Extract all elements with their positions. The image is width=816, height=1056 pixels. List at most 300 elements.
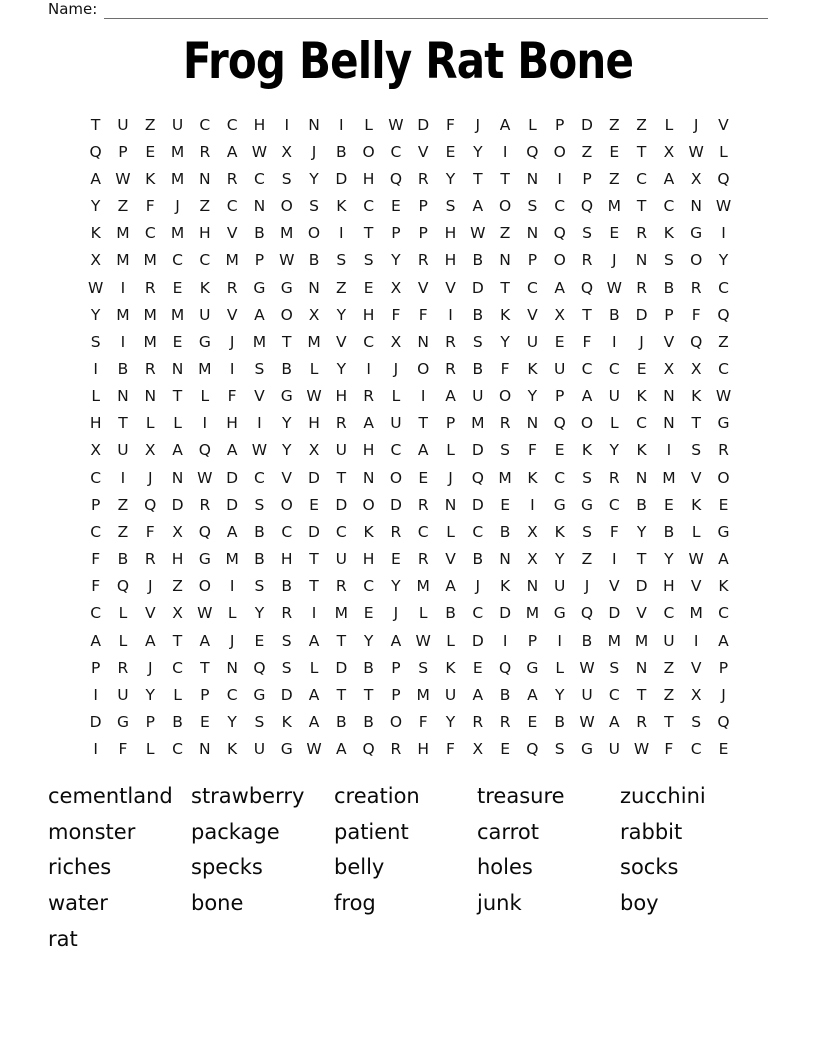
grid-cell-r1c2: U	[117, 115, 129, 134]
grid-cell-r19c3: V	[144, 604, 156, 623]
grid-cell-r24c8: G	[280, 740, 293, 759]
grid-cell-r17c17: X	[527, 550, 538, 569]
grid-cell-r7c15: D	[471, 278, 484, 297]
grid-cell-r1c14: F	[446, 115, 455, 134]
grid-cell-r9c5: G	[198, 332, 211, 351]
grid-cell-r8c16: K	[500, 305, 511, 324]
grid-cell-r14c9: D	[308, 468, 320, 487]
grid-cell-r21c19: W	[579, 658, 595, 677]
grid-cell-r12c18: Q	[553, 414, 566, 433]
grid-cell-r24c15: X	[472, 740, 484, 759]
grid-cell-r16c3: F	[145, 522, 155, 541]
grid-cell-r3c5: N	[199, 169, 211, 188]
grid-cell-r1c6: C	[226, 115, 238, 134]
grid-cell-r19c24: C	[718, 604, 729, 623]
grid-cell-r19c22: C	[663, 604, 675, 623]
grid-cell-r7c20: W	[606, 278, 622, 297]
grid-cell-r10c9: L	[309, 359, 319, 378]
grid-cell-r16c24: G	[717, 522, 730, 541]
grid-cell-r18c13: M	[416, 577, 430, 596]
grid-cell-r23c6: Y	[227, 713, 237, 732]
grid-cell-r17c1: F	[91, 550, 101, 569]
grid-cell-r7c8: G	[280, 278, 293, 297]
grid-cell-r21c16: Q	[499, 658, 512, 677]
grid-cell-r1c3: Z	[144, 115, 156, 134]
grid-cell-r23c5: E	[199, 713, 210, 732]
grid-cell-r21c18: L	[555, 658, 565, 677]
grid-cell-r13c12: C	[390, 441, 402, 460]
grid-cell-r10c3: R	[144, 359, 156, 378]
grid-cell-r8c8: O	[280, 305, 293, 324]
grid-cell-r1c5: C	[199, 115, 211, 134]
grid-cell-r11c1: L	[91, 387, 100, 406]
grid-cell-r15c23: K	[691, 495, 702, 514]
grid-cell-r10c1: I	[93, 359, 98, 378]
grid-cell-r17c23: W	[688, 550, 704, 569]
grid-cell-r21c7: Q	[253, 658, 266, 677]
grid-cell-r24c7: U	[253, 740, 266, 759]
word-item: belly	[334, 855, 385, 880]
grid-cell-r2c17: Q	[526, 142, 539, 161]
grid-cell-r13c11: H	[362, 441, 375, 460]
grid-cell-r21c23: V	[690, 658, 702, 677]
grid-cell-r15c1: P	[90, 495, 101, 514]
grid-cell-r3c3: K	[145, 169, 156, 188]
word-item: rabbit	[620, 819, 683, 844]
grid-cell-r11c5: L	[200, 387, 210, 406]
grid-cell-r5c2: M	[116, 224, 130, 243]
grid-cell-r11c7: V	[254, 387, 265, 406]
grid-cell-r20c4: T	[172, 631, 183, 650]
grid-cell-r9c12: X	[390, 332, 402, 351]
grid-cell-r16c4: X	[172, 522, 183, 541]
grid-cell-r3c11: H	[362, 169, 375, 188]
grid-cell-r5c1: K	[90, 224, 101, 243]
grid-cell-r24c19: G	[580, 740, 593, 759]
grid-cell-r11c12: L	[391, 387, 401, 406]
grid-cell-r19c9: I	[311, 604, 317, 623]
word-item: treasure	[477, 784, 565, 808]
grid-cell-r21c10: D	[335, 658, 348, 677]
word-column-3	[334, 779, 477, 958]
grid-cell-r23c17: E	[527, 713, 538, 732]
grid-cell-r4c5: Z	[199, 197, 211, 216]
grid-cell-r10c5: M	[198, 359, 212, 378]
grid-cell-r5c22: K	[663, 224, 674, 243]
grid-cell-r12c1: H	[89, 414, 102, 433]
grid-cell-r24c11: Q	[362, 740, 375, 759]
grid-cell-r11c21: K	[636, 387, 647, 406]
grid-cell-r4c24: W	[715, 197, 732, 216]
grid-cell-r11c4: T	[172, 387, 183, 406]
grid-cell-r2c6: A	[226, 142, 238, 161]
grid-cell-r22c17: A	[527, 685, 538, 704]
grid-cell-r14c2: I	[120, 468, 126, 487]
grid-cell-r17c14: V	[445, 550, 456, 569]
grid-cell-r14c13: E	[418, 468, 429, 487]
grid-cell-r7c4: E	[172, 278, 183, 297]
grid-cell-r13c19: K	[581, 441, 593, 460]
grid-cell-r8c19: T	[582, 305, 592, 324]
grid-cell-r8c13: F	[418, 305, 428, 324]
grid-cell-r16c22: B	[663, 522, 675, 541]
word-item: package	[191, 819, 280, 844]
grid-cell-r15c5: R	[199, 495, 211, 514]
grid-cell-r2c11: O	[362, 142, 375, 161]
grid-cell-r23c14: Y	[445, 713, 456, 732]
grid-cell-r8c21: D	[635, 305, 648, 324]
grid-cell-r20c22: U	[663, 631, 675, 650]
grid-cell-r19c4: X	[172, 604, 183, 623]
grid-cell-r8c6: V	[226, 305, 238, 324]
grid-cell-r18c7: S	[254, 577, 265, 596]
grid-cell-r21c15: E	[472, 658, 483, 677]
grid-cell-r6c16: N	[499, 251, 511, 270]
grid-cell-r6c17: P	[527, 251, 538, 270]
grid-cell-r2c3: E	[145, 142, 156, 161]
grid-cell-r20c12: A	[390, 631, 402, 650]
grid-cell-r10c17: K	[527, 359, 538, 378]
grid-cell-r6c22: S	[663, 251, 674, 270]
grid-cell-r1c23: J	[693, 115, 699, 134]
grid-cell-r2c7: W	[251, 142, 268, 161]
word-column-1	[48, 779, 191, 958]
grid-cell-r23c8: K	[281, 713, 292, 732]
grid-cell-r6c23: O	[690, 251, 703, 270]
grid-cell-r4c21: T	[636, 197, 647, 216]
grid-cell-r16c14: L	[446, 522, 455, 541]
grid-cell-r4c9: S	[309, 197, 319, 216]
grid-cell-r3c17: N	[526, 169, 539, 188]
grid-cell-r5c24: I	[721, 224, 726, 243]
grid-cell-r19c12: J	[393, 604, 399, 623]
grid-cell-r9c13: N	[417, 332, 430, 351]
grid-cell-r20c9: A	[308, 631, 320, 650]
grid-cell-r15c4: D	[171, 495, 184, 514]
grid-cell-r22c10: T	[336, 685, 347, 704]
grid-cell-r18c9: T	[309, 577, 319, 596]
grid-cell-r2c2: P	[118, 142, 128, 161]
word-item: bone	[191, 891, 244, 916]
grid-cell-r23c23: S	[691, 713, 702, 732]
grid-cell-r21c1: P	[90, 658, 101, 677]
grid-cell-r11c18: P	[555, 387, 565, 406]
grid-cell-r4c3: F	[145, 197, 155, 216]
grid-cell-r17c3: R	[144, 550, 156, 569]
grid-cell-r21c13: S	[418, 658, 429, 677]
grid-cell-r21c14: K	[445, 658, 456, 677]
grid-cell-r4c23: N	[690, 197, 702, 216]
grid-cell-r7c14: V	[445, 278, 456, 297]
grid-cell-r7c22: B	[663, 278, 675, 297]
grid-cell-r11c14: A	[445, 387, 456, 406]
grid-cell-r8c10: Y	[336, 305, 347, 324]
grid-cell-r4c12: E	[391, 197, 401, 216]
grid-cell-r19c18: G	[553, 604, 566, 623]
grid-cell-r22c1: I	[93, 685, 98, 704]
grid-cell-r2c21: T	[636, 142, 647, 161]
grid-cell-r22c5: P	[200, 685, 210, 704]
grid-cell-r6c3: M	[143, 251, 157, 270]
grid-cell-r9c10: V	[336, 332, 347, 351]
grid-cell-r14c10: T	[336, 468, 347, 487]
grid-cell-r23c12: O	[389, 713, 403, 732]
grid-cell-r21c24: P	[718, 658, 729, 677]
grid-cell-r8c2: M	[116, 305, 130, 324]
grid-cell-r5c23: G	[690, 224, 703, 243]
grid-cell-r1c24: V	[718, 115, 729, 134]
grid-cell-r12c10: R	[335, 414, 347, 433]
grid-cell-r19c11: E	[363, 604, 374, 623]
grid-cell-r20c17: P	[527, 631, 538, 650]
word-item: rat	[48, 926, 78, 951]
grid-cell-r18c21: D	[635, 577, 648, 596]
word-item: frog	[334, 891, 376, 916]
grid-cell-r24c14: F	[446, 740, 455, 759]
grid-cell-r3c16: T	[500, 169, 510, 188]
grid-cell-r8c1: Y	[90, 305, 101, 324]
grid-cell-r6c10: S	[336, 251, 347, 270]
grid-cell-r1c7: H	[253, 115, 266, 134]
grid-cell-r22c4: L	[173, 685, 182, 704]
grid-cell-r22c14: U	[444, 685, 457, 704]
grid-cell-r14c8: V	[281, 468, 293, 487]
grid-cell-r8c5: U	[199, 305, 211, 324]
grid-cell-r9c3: M	[143, 332, 157, 351]
grid-cell-r1c12: W	[388, 115, 404, 134]
grid-cell-r9c15: S	[472, 332, 483, 351]
grid-cell-r3c15: T	[473, 169, 483, 188]
grid-cell-r11c6: F	[227, 387, 237, 406]
word-column-4	[477, 779, 620, 958]
grid-cell-r5c9: O	[307, 224, 321, 243]
grid-cell-r4c16: O	[499, 197, 512, 216]
grid-cell-r23c7: S	[254, 713, 265, 732]
grid-cell-r14c15: Q	[471, 468, 484, 487]
grid-cell-r1c9: N	[308, 115, 320, 134]
grid-cell-r10c24: C	[718, 359, 729, 378]
grid-cell-r6c18: O	[553, 251, 566, 270]
grid-cell-r16c10: C	[335, 522, 347, 541]
grid-cell-r10c14: R	[445, 359, 456, 378]
grid-cell-r4c20: M	[607, 197, 621, 216]
grid-cell-r11c2: N	[117, 387, 129, 406]
grid-cell-r12c12: U	[390, 414, 402, 433]
grid-cell-r18c11: C	[363, 577, 375, 596]
grid-cell-r17c18: Y	[554, 550, 565, 569]
word-item: socks	[620, 855, 679, 880]
grid-cell-r7c7: G	[253, 278, 266, 297]
grid-cell-r2c24: L	[719, 142, 728, 161]
grid-cell-r2c23: W	[688, 142, 704, 161]
grid-cell-r21c9: L	[309, 658, 319, 677]
grid-cell-r5c19: S	[582, 224, 592, 243]
grid-cell-r10c2: B	[117, 359, 129, 378]
grid-cell-r7c13: V	[417, 278, 429, 297]
grid-cell-r4c19: Q	[580, 197, 594, 216]
grid-cell-r19c21: V	[636, 604, 647, 623]
grid-cell-r17c15: B	[472, 550, 484, 569]
grid-cell-r6c7: P	[254, 251, 265, 270]
grid-cell-r12c8: Y	[281, 414, 292, 433]
grid-cell-r15c8: O	[280, 495, 293, 514]
grid-cell-r19c23: M	[689, 604, 703, 623]
grid-cell-r15c10: D	[335, 495, 348, 514]
grid-cell-r13c17: F	[527, 441, 537, 460]
grid-cell-r8c17: V	[527, 305, 538, 324]
grid-cell-r22c23: X	[690, 685, 702, 704]
grid-cell-r16c8: C	[281, 522, 293, 541]
grid-cell-r3c4: M	[170, 169, 185, 188]
grid-cell-r9c7: M	[252, 332, 267, 351]
grid-cell-r23c11: B	[363, 713, 374, 732]
grid-cell-r12c14: P	[445, 414, 456, 433]
grid-cell-r3c14: Y	[445, 169, 456, 188]
grid-cell-r18c3: J	[147, 577, 153, 596]
grid-cell-r20c14: L	[446, 631, 455, 650]
grid-cell-r17c12: E	[391, 550, 401, 569]
grid-cell-r6c15: B	[472, 251, 484, 270]
grid-cell-r11c22: N	[663, 387, 675, 406]
grid-cell-r3c12: Q	[389, 169, 403, 188]
grid-cell-r8c9: X	[308, 305, 320, 324]
grid-cell-r1c19: D	[581, 115, 593, 134]
grid-cell-r11c10: H	[335, 387, 348, 406]
grid-cell-r18c12: Y	[391, 577, 401, 596]
grid-cell-r11c15: U	[472, 387, 484, 406]
grid-cell-r22c19: U	[581, 685, 593, 704]
grid-cell-r4c14: S	[445, 197, 456, 216]
grid-cell-r9c23: Q	[690, 332, 703, 351]
grid-cell-r2c9: J	[311, 142, 317, 161]
grid-cell-r2c18: O	[553, 142, 566, 161]
grid-cell-r3c10: D	[335, 169, 348, 188]
grid-cell-r17c2: B	[117, 550, 129, 569]
grid-cell-r18c22: H	[663, 577, 675, 596]
grid-cell-r8c11: H	[362, 305, 375, 324]
grid-cell-r9c20: I	[612, 332, 617, 351]
grid-cell-r7c17: C	[526, 278, 538, 297]
name-blank-line	[104, 0, 768, 19]
grid-cell-r8c12: F	[391, 305, 401, 324]
grid-cell-r13c13: A	[417, 441, 429, 460]
word-item: cementland	[48, 784, 173, 808]
grid-cell-r18c14: A	[445, 577, 456, 596]
grid-cell-r8c3: M	[143, 305, 157, 324]
grid-cell-r14c6: D	[226, 468, 239, 487]
grid-cell-r6c21: N	[635, 251, 648, 270]
grid-cell-r10c4: N	[171, 359, 184, 378]
grid-cell-r22c2: U	[117, 685, 129, 704]
grid-cell-r19c14: B	[445, 604, 456, 623]
grid-cell-r22c15: A	[472, 685, 484, 704]
grid-cell-r7c6: R	[226, 278, 238, 297]
grid-cell-r24c23: C	[690, 740, 702, 759]
grid-cell-r3c9: Y	[309, 169, 319, 188]
grid-cell-r14c20: R	[608, 468, 620, 487]
grid-cell-r3c21: C	[636, 169, 647, 188]
grid-cell-r24c21: W	[633, 740, 650, 759]
grid-cell-r14c4: N	[171, 468, 184, 487]
grid-cell-r14c7: C	[254, 468, 265, 487]
grid-cell-r7c23: R	[690, 278, 702, 297]
grid-cell-r16c6: A	[226, 522, 238, 541]
grid-cell-r11c3: N	[144, 387, 157, 406]
grid-cell-r10c19: C	[581, 359, 593, 378]
grid-cell-r4c2: Z	[117, 197, 129, 216]
grid-cell-r15c11: O	[362, 495, 375, 514]
grid-cell-r18c5: O	[198, 577, 211, 596]
grid-cell-r15c15: D	[471, 495, 484, 514]
grid-cell-r21c5: T	[200, 658, 210, 677]
grid-cell-r19c19: Q	[580, 604, 594, 623]
grid-cell-r15c13: R	[417, 495, 429, 514]
grid-cell-r4c8: O	[280, 197, 293, 216]
grid-cell-r18c4: Z	[172, 577, 183, 596]
grid-cell-r7c5: K	[199, 278, 210, 297]
grid-cell-r1c16: A	[499, 115, 511, 134]
grid-cell-r19c1: C	[90, 604, 102, 623]
grid-cell-r9c17: U	[526, 332, 539, 351]
grid-cell-r22c12: P	[391, 685, 401, 704]
grid-cell-r4c15: A	[472, 197, 484, 216]
grid-cell-r16c18: K	[554, 522, 565, 541]
grid-cell-r21c3: J	[147, 658, 153, 677]
grid-cell-r17c4: H	[171, 550, 184, 569]
grid-cell-r13c8: Y	[281, 441, 292, 460]
grid-cell-r24c12: R	[390, 740, 402, 759]
word-item: carrot	[477, 819, 539, 844]
grid-cell-r19c16: D	[499, 604, 512, 623]
grid-cell-r22c9: A	[308, 685, 320, 704]
grid-cell-r20c13: W	[415, 631, 431, 650]
grid-cell-r17c16: N	[499, 550, 511, 569]
grid-cell-r16c17: X	[527, 522, 538, 541]
grid-cell-r17c6: M	[225, 550, 239, 569]
grid-cell-r8c22: P	[664, 305, 674, 324]
grid-cell-r9c16: Y	[500, 332, 510, 351]
name-label: Name:	[48, 0, 98, 18]
grid-cell-r20c2: L	[118, 631, 128, 650]
grid-cell-r13c16: S	[500, 441, 511, 460]
grid-cell-r16c16: B	[499, 522, 511, 541]
grid-cell-r21c6: N	[226, 658, 238, 677]
grid-cell-r14c21: N	[635, 468, 648, 487]
grid-cell-r11c11: R	[363, 387, 374, 406]
grid-cell-r6c1: X	[90, 251, 101, 270]
grid-cell-r10c20: C	[608, 359, 620, 378]
grid-cell-r2c1: Q	[89, 142, 102, 161]
grid-cell-r23c21: R	[636, 713, 647, 732]
grid-cell-r23c15: R	[472, 713, 484, 732]
grid-cell-r9c2: I	[120, 332, 126, 351]
grid-cell-r18c23: V	[690, 577, 702, 596]
word-item: junk	[477, 891, 522, 916]
grid-cell-r9c19: F	[582, 332, 592, 351]
grid-cell-r5c7: B	[254, 224, 265, 243]
grid-cell-r3c13: R	[417, 169, 429, 188]
grid-cell-r8c20: B	[608, 305, 620, 324]
grid-cell-r23c13: F	[418, 713, 428, 732]
grid-cell-r8c7: A	[254, 305, 265, 324]
grid-cell-r6c6: M	[225, 251, 239, 270]
word-item: monster	[48, 819, 136, 844]
grid-cell-r23c2: G	[116, 713, 129, 732]
grid-cell-r17c20: I	[612, 550, 617, 569]
grid-cell-r12c3: L	[145, 414, 155, 433]
grid-cell-r7c19: Q	[580, 278, 594, 297]
grid-cell-r24c2: F	[118, 740, 128, 759]
